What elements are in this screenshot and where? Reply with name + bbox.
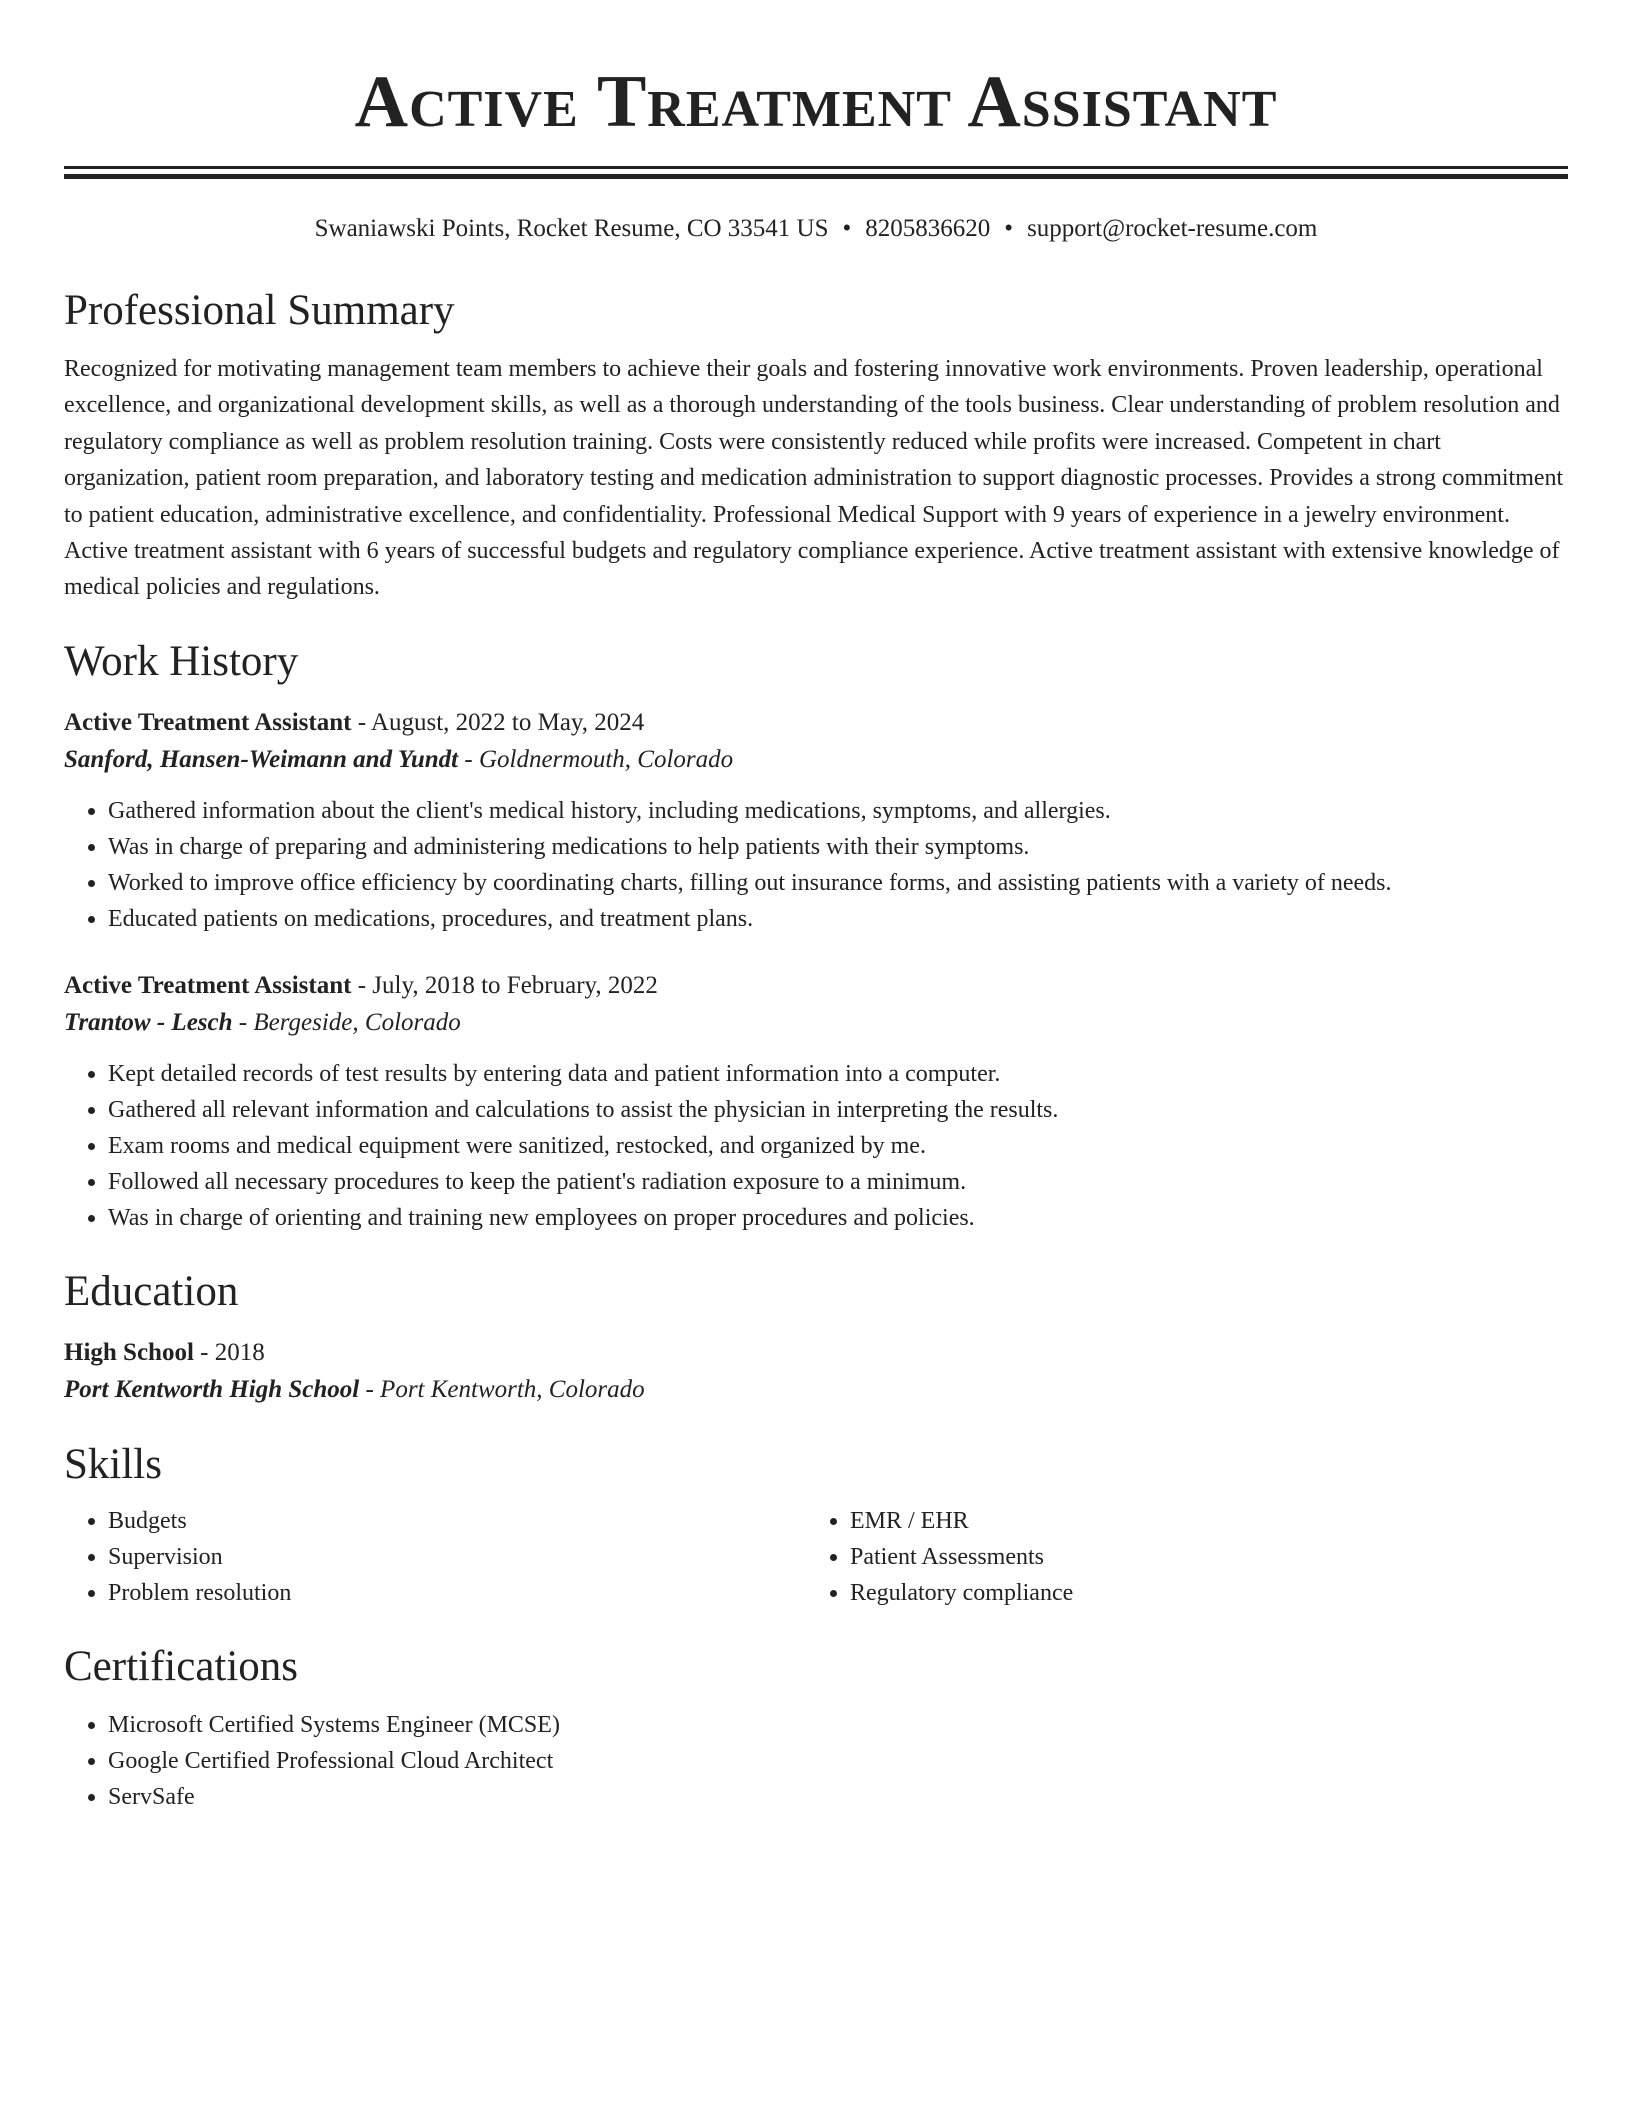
education-year: - 2018	[193, 1338, 265, 1366]
skills-column-right	[806, 1503, 1548, 1611]
list-item: • Patient Assessments	[850, 1539, 1548, 1575]
section-heading-certifications: Certifications	[64, 1642, 299, 1690]
resume-title: Active Treatment Assistant	[354, 61, 1278, 143]
contact-address: Swaniawski Points, Rocket Resume, CO 33541 US	[314, 215, 829, 242]
list-item: • EMR / EHR	[850, 1503, 1548, 1539]
job-location: - Goldnermouth, Colorado	[458, 745, 734, 773]
education-degree: High School	[64, 1338, 194, 1366]
title-divider-thick	[64, 174, 1568, 179]
certifications-list	[64, 1707, 1568, 1815]
list-item: • Worked to improve office efficiency by coordinating charts, filling out insurance forms, and assisting patients with a variety of needs.	[108, 865, 1568, 901]
list-item: • ServSafe	[108, 1779, 1568, 1815]
skills-grid	[64, 1503, 1568, 1611]
contact-line	[64, 213, 1568, 245]
job-company-line	[64, 741, 1568, 779]
list-item: • Educated patients on medications, procedures, and treatment plans.	[108, 901, 1568, 937]
skills-list	[806, 1503, 1548, 1611]
job-entry	[64, 967, 1568, 1236]
list-item: • Problem resolution	[108, 1575, 806, 1611]
list-item: • Microsoft Certified Systems Engineer (MCSE)	[108, 1707, 1568, 1743]
list-item: • Was in charge of preparing and administering medications to help patients with their symptoms.	[108, 829, 1568, 865]
job-duties-list	[64, 793, 1568, 937]
skills-list	[64, 1503, 806, 1611]
job-company: Sanford, Hansen-Weimann and Yundt	[64, 745, 459, 773]
list-item: • Supervision	[108, 1539, 806, 1575]
list-item: • Google Certified Professional Cloud Architect	[108, 1743, 1568, 1779]
education-degree-line	[64, 1334, 1568, 1371]
job-company: Trantow - Lesch	[64, 1008, 233, 1036]
contact-email: support@rocket-resume.com	[1027, 215, 1318, 242]
section-heading-education: Education	[64, 1267, 239, 1315]
job-dates: - August, 2022 to May, 2024	[351, 708, 645, 736]
list-item: • Gathered all relevant information and calculations to assist the physician in interpreting the results.	[108, 1092, 1568, 1128]
job-title-line	[64, 704, 1568, 741]
contact-separator: •	[1004, 215, 1014, 242]
resume-page	[64, 0, 1568, 1815]
list-item: • Budgets	[108, 1503, 806, 1539]
section-heading-skills: Skills	[64, 1440, 162, 1488]
skills-column-left	[64, 1503, 806, 1611]
contact-separator: •	[842, 215, 852, 242]
education-school: Port Kentworth High School	[64, 1375, 360, 1403]
title-divider-thin	[64, 166, 1568, 169]
job-dates: - July, 2018 to February, 2022	[351, 971, 658, 999]
list-item: • Regulatory compliance	[850, 1575, 1548, 1611]
education-location: - Port Kentworth, Colorado	[359, 1375, 645, 1403]
list-item: • Was in charge of orienting and training new employees on proper procedures and policies.	[108, 1200, 1568, 1236]
summary-paragraph: Recognized for motivating management team members to achieve their goals and fostering innovative work environments. Proven leadership, operational excellence, and organizational development skills, as well as a thorough understanding of the tools business. Clear understanding of problem resolution and regulatory compliance as well as problem resolution training. Costs were consistently reduced while profits were increased. Competent in chart organization, patient room preparation, and laboratory testing and medication administration to support diagnostic processes. Provides a strong commitment to patient education, administrative excellence, and confidentiality. Professional Medical Support with 9 years of experience in a jewelry environment. Active treatment assistant with 6 years of successful budgets and regulatory compliance experience. Active treatment assistant with extensive knowledge of medical policies and regulations.	[64, 356, 1564, 601]
section-heading-work-history: Work History	[64, 637, 299, 685]
job-title-line	[64, 967, 1568, 1004]
job-location: - Bergeside, Colorado	[232, 1008, 461, 1036]
job-role: Active Treatment Assistant	[64, 708, 352, 736]
job-company-line	[64, 1004, 1568, 1042]
job-entry	[64, 704, 1568, 937]
list-item: • Kept detailed records of test results by entering data and patient information into a computer.	[108, 1056, 1568, 1092]
education-entry	[64, 1334, 1568, 1409]
job-role: Active Treatment Assistant	[64, 971, 352, 999]
education-school-line	[64, 1371, 1568, 1409]
contact-phone: 8205836620	[865, 215, 991, 242]
job-duties-list	[64, 1056, 1568, 1236]
list-item: • Followed all necessary procedures to keep the patient's radiation exposure to a minimum.	[108, 1164, 1568, 1200]
list-item: • Exam rooms and medical equipment were sanitized, restocked, and organized by me.	[108, 1128, 1568, 1164]
section-heading-summary: Professional Summary	[64, 287, 455, 334]
list-item: • Gathered information about the client's medical history, including medications, symptoms, and allergies.	[108, 793, 1568, 829]
